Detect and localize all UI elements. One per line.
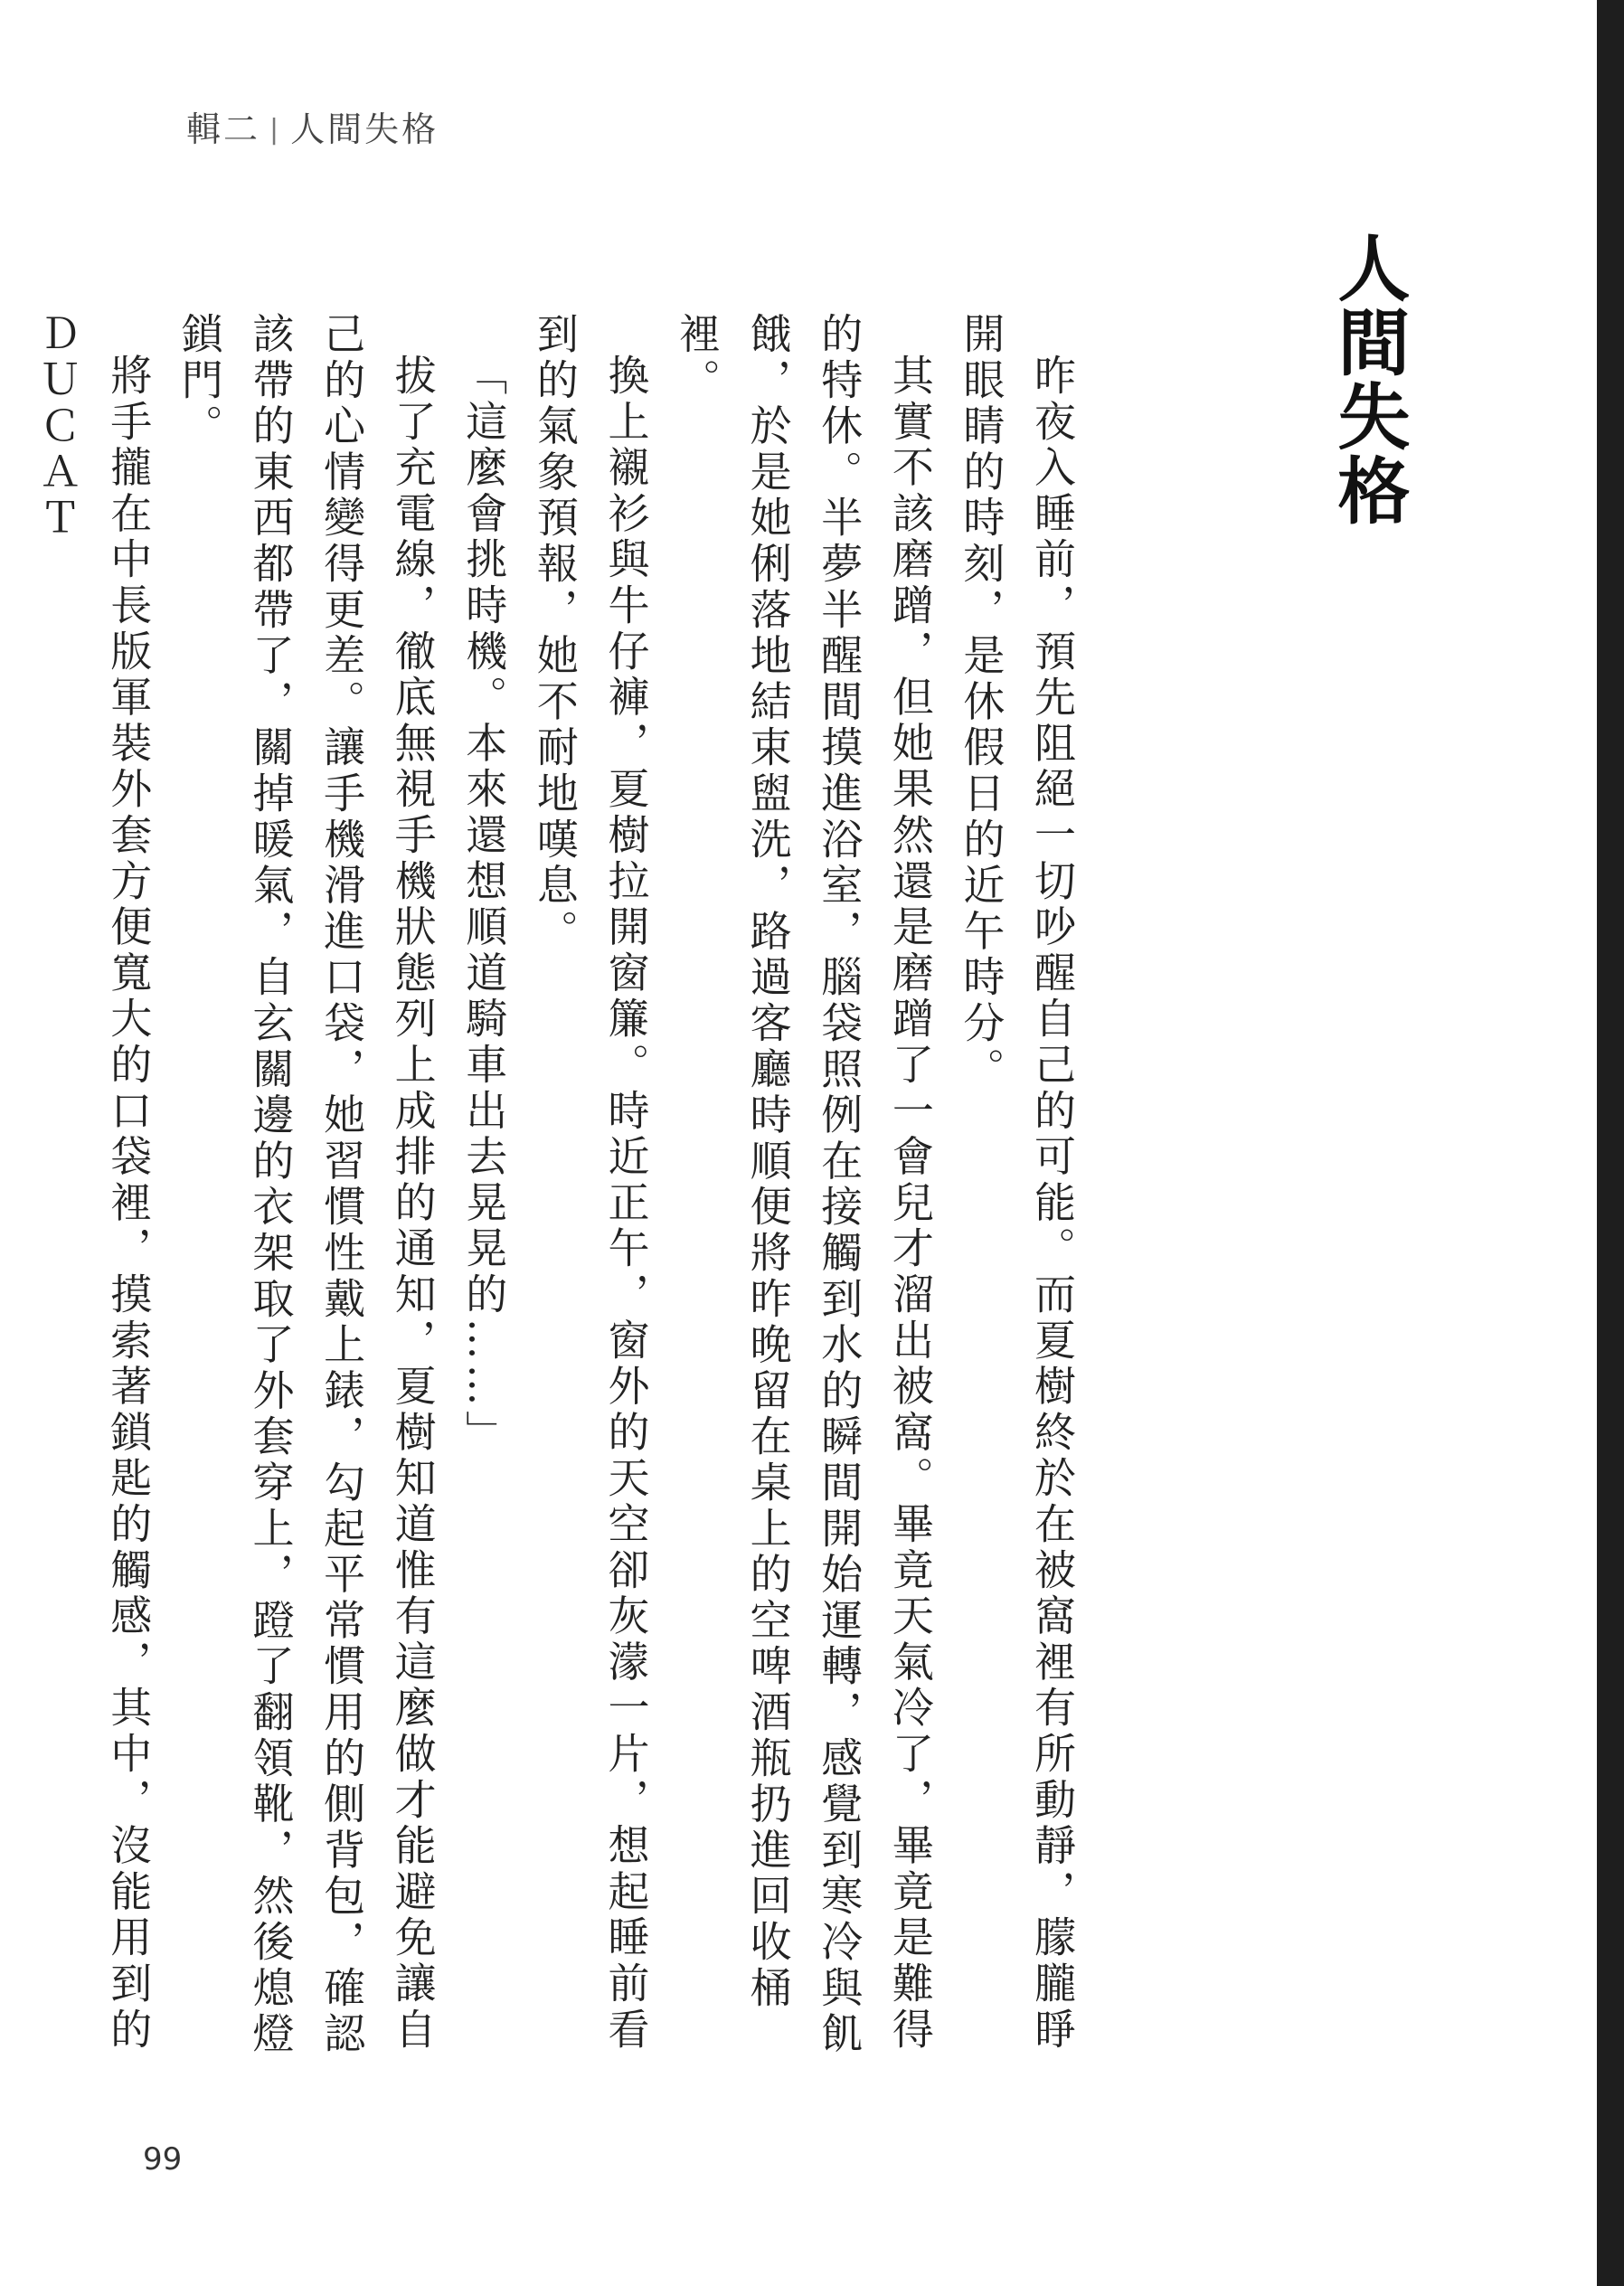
paragraph: 將手攏在中長版軍裝外套方便寬大的口袋裡，摸索著鎖匙的觸感，其中，沒能用到的ＤＵＣＡＴ (33, 312, 154, 2054)
dialogue-paragraph: 「這麼會挑時機。本來還想順道騎車出去晃晃的……」 (459, 354, 509, 1457)
header-book-title: 人間失格 (290, 109, 439, 149)
paragraph: 換上襯衫與牛仔褲，夏樹拉開窗簾。時近正午，窗外的天空卻灰濛一片，想起睡前看到的氣象預報，她不耐地嘆息。 (530, 312, 651, 2054)
paragraph: 其實不該磨蹭，但她果然還是磨蹭了一會兒才溜出被窩。畢竟天氣冷了，畢竟是難得的特休。半夢半醒間摸進浴室，腦袋照例在接觸到水的瞬間開始運轉，感覺到寒冷與飢餓，於是她俐落地結束盥洗，路過客廳時順便將昨晚留在桌上的空啤酒瓶扔進回收桶裡。 (673, 312, 935, 2058)
running-header (186, 101, 439, 151)
body-text (22, 312, 1088, 2084)
paragraph: 昨夜入睡前，預先阻絕一切吵醒自己的可能。而夏樹終於在被窩裡有所動靜，朦朧睜開眼睛的時刻，是休假日的近午時分。 (957, 312, 1077, 2054)
paragraph: 拔了充電線，徹底無視手機狀態列上成排的通知，夏樹知道惟有這麼做才能避免讓自己的心情變得更差。讓手機滑進口袋，她習慣性戴上錶，勾起平常慣用的側背包，確認該帶的東西都帶了，關掉暖氣，自玄關邊的衣架取了外套穿上，蹬了翻領靴，然後熄燈鎖門。 (175, 312, 438, 2058)
header-section: 輯二 (186, 109, 261, 149)
chapter-title: 人間失格 (1326, 231, 1410, 527)
page-number: 99 (143, 2141, 183, 2177)
page-edge-bar (1597, 0, 1624, 2286)
header-separator: | (269, 114, 282, 146)
